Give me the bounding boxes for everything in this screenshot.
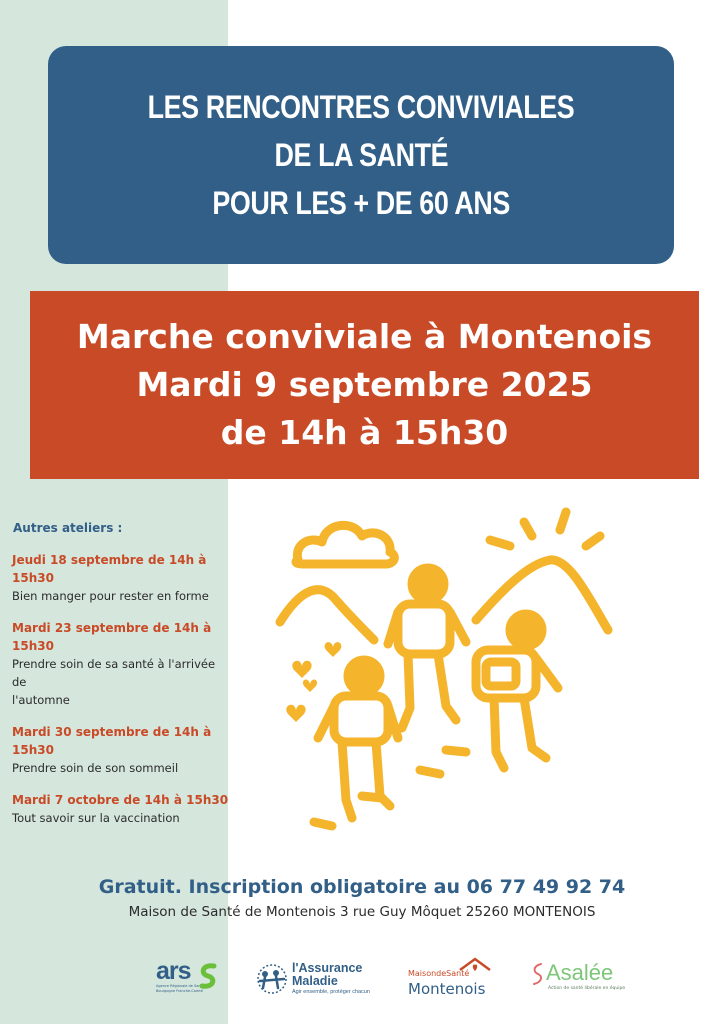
hiker-right: [476, 614, 558, 768]
event-banner: [30, 291, 699, 479]
workshop-date: Mardi 30 septembre de 14h à: [12, 725, 212, 739]
assurance-maladie-logo: [254, 960, 384, 1002]
workshop-date: 15h30: [12, 639, 54, 653]
workshop-date: Mardi 23 septembre de 14h à: [12, 621, 212, 635]
workshop-item: [12, 723, 232, 777]
asalee-tagline: Action de santé libérale en équipe: [548, 986, 626, 991]
asalee-swoosh-icon: [532, 962, 544, 986]
ars-logo-sub: Bourgogne Franche-Comté: [156, 989, 203, 993]
workshop-description: Prendre soin de son sommeil: [12, 761, 179, 775]
family-icon: [254, 964, 290, 994]
assurance-tagline: Agir ensemble, protéger chacun: [292, 989, 370, 995]
address: Maison de Santé de Montenois 3 rue Guy Môquet 25260 MONTENOIS: [128, 904, 596, 920]
workshop-item: [12, 791, 232, 827]
workshop-item: [12, 551, 232, 605]
workshop-description: l'automne: [12, 693, 70, 707]
event-date: Mardi 9 septembre 2025: [136, 365, 593, 404]
maison-sante-logo: [406, 956, 492, 1000]
workshop-description: Prendre soin de sa santé à l'arrivée de: [12, 657, 216, 689]
event-time: de 14h à 15h30: [220, 413, 509, 452]
workshop-date: Jeudi 18 septembre de 14h à: [12, 553, 207, 567]
ars-logo-sub: Agence Régionale de Santé: [156, 984, 205, 988]
workshop-date: Mardi 7 octobre de 14h à 15h30: [12, 793, 229, 807]
title-line-3: POUR LES + DE 60 ANS: [212, 185, 510, 221]
hikers-illustration: [270, 500, 630, 840]
workshops-list: [12, 521, 232, 841]
registration-cta: Gratuit. Inscription obligatoire au 06 77 49 92 74: [98, 876, 626, 898]
title-line-1: LES RENCONTRES CONVIVIALES: [147, 89, 575, 125]
workshop-date: 15h30: [12, 571, 54, 585]
cloud-icon: [296, 525, 394, 564]
workshop-description: Bien manger pour rester en forme: [12, 589, 209, 603]
workshops-heading: Autres ateliers :: [13, 521, 123, 535]
ars-logo: [156, 958, 226, 1002]
ars-s-icon: [198, 962, 218, 990]
assurance-line-2: Maladie: [292, 974, 338, 988]
asalee-name: Asalée: [546, 960, 614, 985]
maison-sante-town: Montenois: [408, 980, 486, 998]
workshop-date: 15h30: [12, 743, 54, 757]
assurance-line-1: l'Assurance: [292, 961, 363, 975]
mountain-left: [280, 590, 374, 640]
sun-icon: [490, 512, 600, 546]
workshop-item: [12, 619, 232, 709]
registration-info: [0, 876, 724, 920]
event-title: Marche conviviale à Montenois: [76, 317, 653, 356]
workshop-description: Tout savoir sur la vaccination: [12, 811, 180, 825]
asalee-logo: [532, 960, 648, 996]
title-banner: [48, 46, 674, 264]
footpath-dashes: [314, 750, 466, 826]
ars-logo-text: ars: [156, 957, 191, 985]
maison-sante-label: MaisondeSanté: [408, 969, 470, 978]
title-line-2: DE LA SANTÉ: [274, 137, 448, 173]
hiker-middle: [388, 568, 466, 728]
